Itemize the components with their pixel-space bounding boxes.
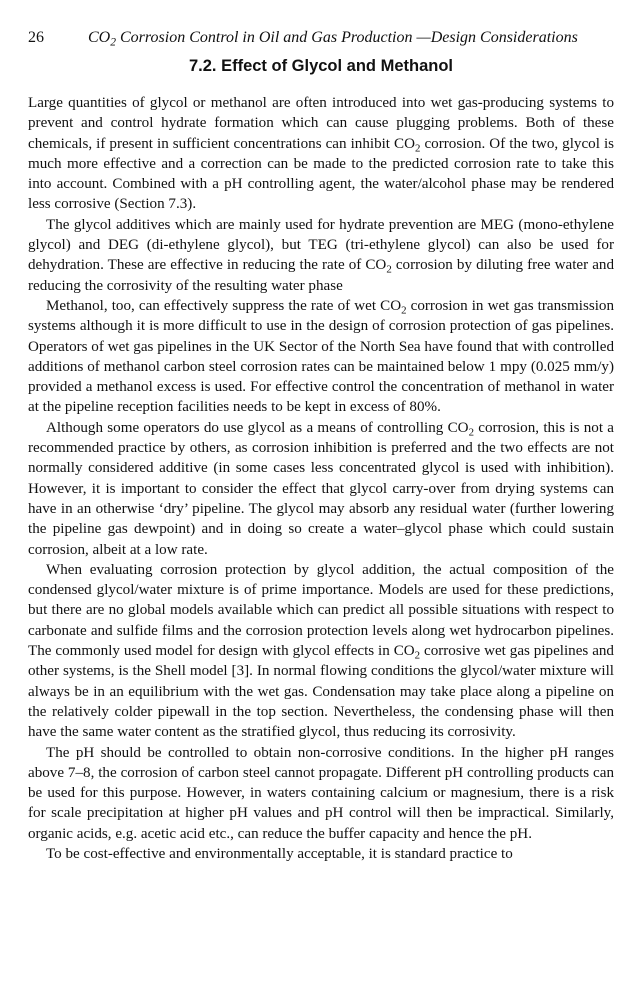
page-header xyxy=(28,28,614,48)
paragraph: Methanol, too, can effectively suppress the rate of wet $CO_2$ corrosion in wet gas transmission systems although it is more difficult to use in the design of corrosion protection of gas pipelines. Operators of wet gas pipelines in the UK Sector of the North Sea have found that with controlled additions of methanol carbon steel corrosion rates can be maintained below 1 mpy (0.025 mm/y) provided a methanol excess is used. For effective control the concentration of methanol in water at the pipeline reception facilities needs to be kept in excess of 80%. xyxy=(28,297,614,416)
paragraph: The glycol additives which are mainly used for hydrate prevention are MEG (mono-ethylene glycol) and DEG (di-ethylene glycol), but TEG (tri-ethylene glycol) can also be used for dehydration. These are effective in reducing the rate of $CO_2$ corrosion by diluting free water and reducing the corrosivity of the resulting water phase xyxy=(28,216,614,294)
paragraph: Large quantities of glycol or methanol are often introduced into wet gas-producing systems to prevent and control hydrate formation which can cause plugging problems. Both of these chemicals, if present in sufficient concentrations can inhibit $CO_2$ corrosion. Of the two, glycol is much more effective and a correction can be made to the predicted corrosion rate to take this into account. Combined with a pH controlling agent, the water/alcohol phase may be rendered less corrosive (Section 7.3). xyxy=(28,95,615,213)
paragraph: The pH should be controlled to obtain non-corrosive conditions. In the higher pH ranges above 7–8, the corrosion of carbon steel cannot propagate. Different pH controlling products can be used for this purpose. However, in waters containing calcium or magnesium, there is a risk for scale precipitation at higher pH values and pH control will then be impractical. Similarly, organic acids, e.g. acetic acid etc., can reduce the buffer capacity and hence the pH. xyxy=(28,744,614,842)
paragraph: Although some operators do use glycol as a means of controlling $CO_2$ corrosion, this is not a recommended practice by others, as corrosion inhibition is preferred and the two effects are not normally considered additive (in some cases less concentrated glycol is used with inhibition). However, it is important to consider the effect that glycol carry-over from drying systems can have in an otherwise ‘dry’ pipeline. The glycol may absorb any residual water (further lowering the pipeline gas dewpoint) and in doing so create a water–glycol phase which could sustain corrosion, albeit at a low rate. xyxy=(28,419,614,558)
paragraph: To be cost-effective and environmentally acceptable, it is standard practice to xyxy=(46,845,513,862)
paragraph: When evaluating corrosion protection by glycol addition, the actual composition of the condensed glycol/water mixture is of prime importance. Models are used for these predictions, but there are no global models available which can predict all possible situations with respect to carbonate and sulfide films and the corrosion protection levels along wet hydrocarbon pipelines. The commonly used model for design with glycol effects in $CO_2$ corrosive wet gas pipelines and other systems, is the Shell model [3]. In normal flowing conditions the glycol/water mixture will always be in an equilibrium with the wet gas. Condensation may take place along a pipeline on the relatively colder pipewall in the top section. Nevertheless, the condensing phase will then have the same water content as the stratified glycol, thus reducing its corrosivity. xyxy=(28,561,614,741)
body-text xyxy=(28,93,614,864)
section-heading: 7.2. Effect of Glycol and Methanol xyxy=(188,57,454,75)
page-number: 26 xyxy=(28,29,44,46)
running-title: $CO_2$ Corrosion Control in Oil and Gas Production —Design Considerations xyxy=(88,29,578,49)
